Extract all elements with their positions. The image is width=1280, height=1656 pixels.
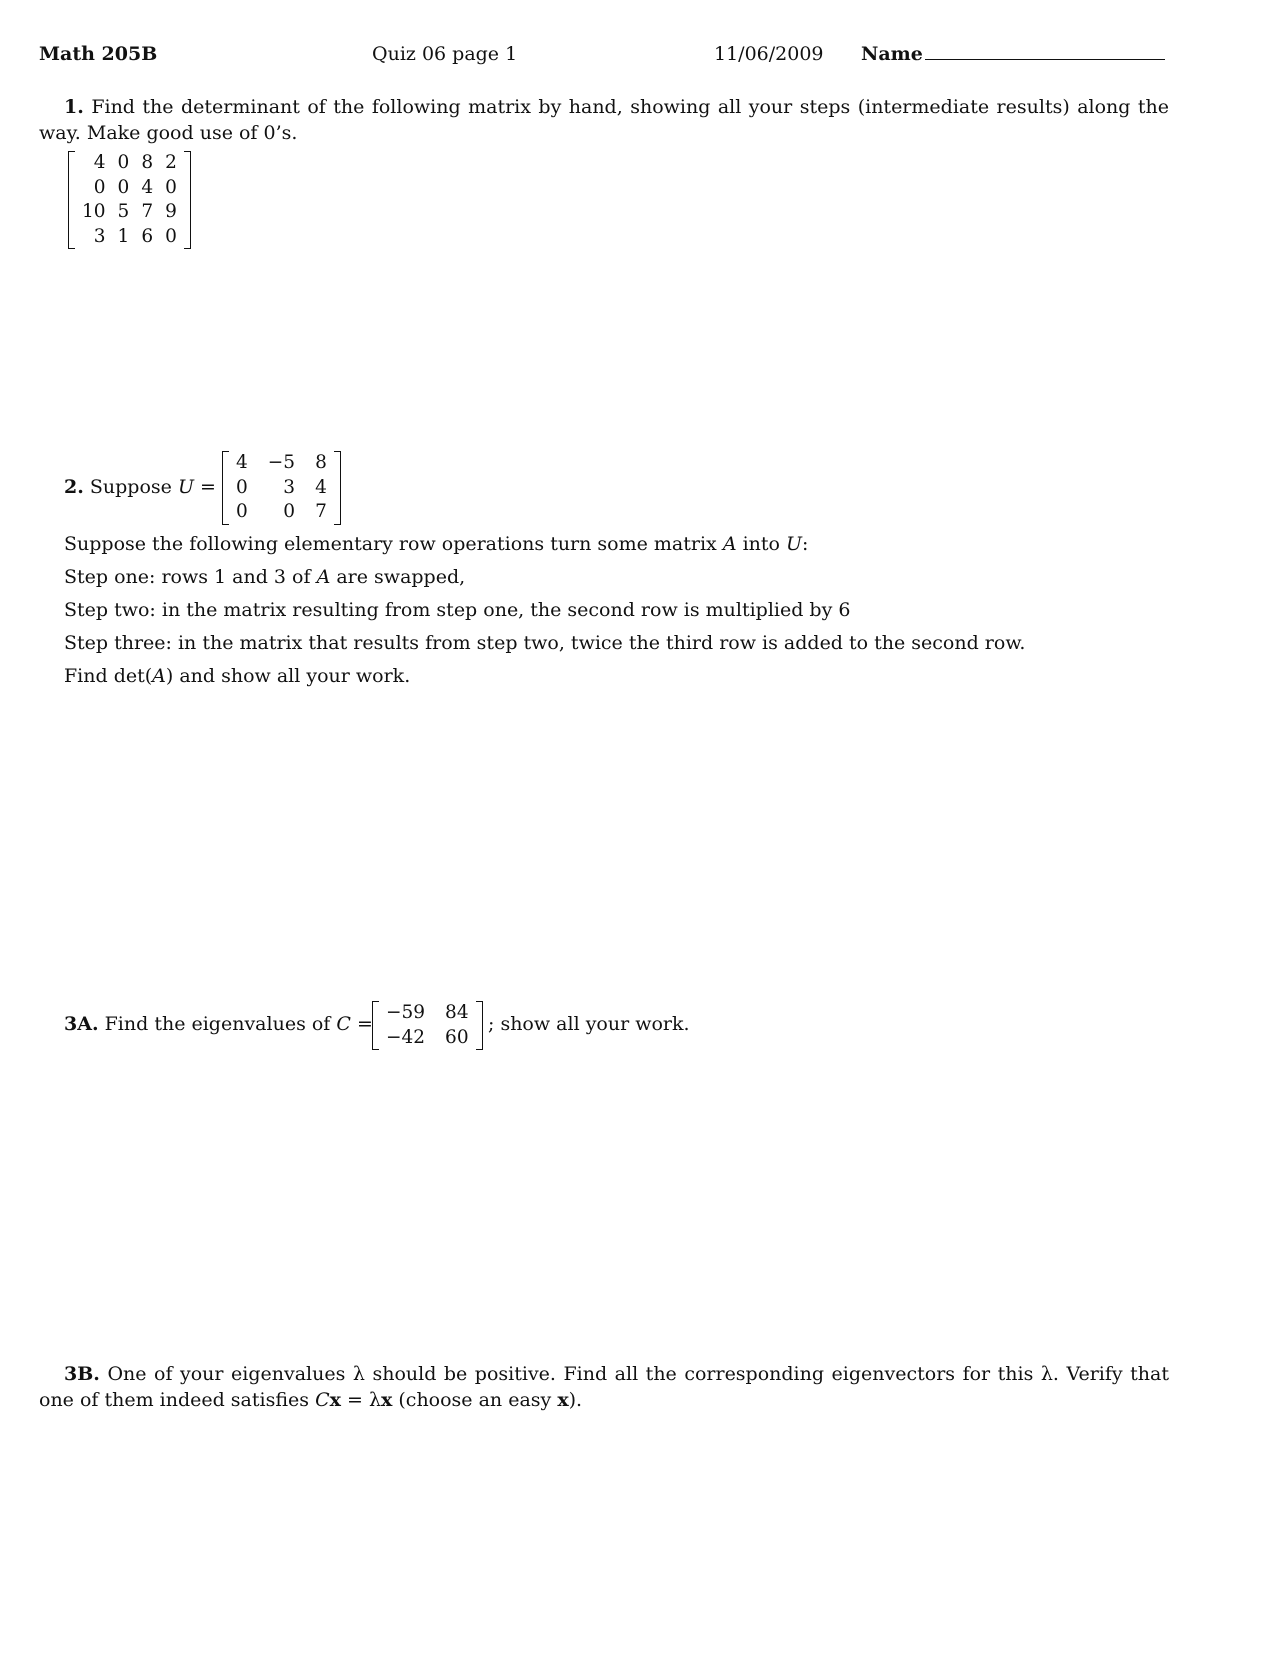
variable-u: U xyxy=(786,533,803,555)
matrix-cell: 5 xyxy=(117,201,130,222)
matrix-row xyxy=(76,200,183,225)
question-2-line-1 xyxy=(64,533,808,555)
question-3a-tail: ; show all your work. xyxy=(488,1013,690,1035)
matrix-cell: 3 xyxy=(93,225,106,247)
variable-u: U xyxy=(177,476,194,498)
question-1-prompt: Find the determinant of the following matrix by hand, showing all your steps (intermediate results) along the way. Make good use of 0’s. xyxy=(39,96,1170,144)
question-3b-prompt: One of your eigenvalues λ should be positive. Find all the corresponding eigenvectors for this λ. Verify that one of them indeed satisfies xyxy=(39,1363,1169,1411)
matrix-cell: 0 xyxy=(117,176,130,198)
matrix-cell: 8 xyxy=(315,452,327,473)
q2-line1-text-a: Suppose the following elementary row operations turn some matrix xyxy=(64,533,717,555)
matrix-right-bracket xyxy=(334,451,341,525)
matrix-cell: 0 xyxy=(165,225,177,247)
matrix-row xyxy=(380,1026,475,1051)
matrix-cell: −59 xyxy=(386,1002,426,1023)
matrix-cell: 4 xyxy=(141,176,154,198)
matrix-row xyxy=(76,151,183,176)
question-3a-lead: Find the eigenvalues of xyxy=(104,1013,331,1035)
matrix-cell: 1 xyxy=(117,225,130,247)
equals-sign: = xyxy=(200,476,216,498)
matrix-cell: 3 xyxy=(283,476,296,498)
q2-line1-colon: : xyxy=(802,533,809,555)
matrix-cell: 8 xyxy=(141,152,154,173)
question-2-lead: Suppose xyxy=(89,476,172,498)
question-1-matrix xyxy=(68,151,191,249)
quiz-date: 11/06/2009 xyxy=(714,43,824,65)
equals-sign: = xyxy=(356,1013,373,1035)
matrix-cell: 0 xyxy=(236,501,248,522)
matrix-cell: 0 xyxy=(283,501,296,522)
matrix-cell: −42 xyxy=(386,1026,426,1048)
question-2-number: 2. xyxy=(64,476,84,498)
matrix-cell: 7 xyxy=(315,501,327,522)
variable-a: A xyxy=(152,665,166,687)
matrix-row xyxy=(230,476,333,501)
matrix-cell: 0 xyxy=(93,176,106,198)
question-3a-matrix-c xyxy=(372,1001,483,1050)
matrix-cell: −5 xyxy=(267,452,296,473)
name-blank-line[interactable] xyxy=(925,58,1165,60)
variable-c: C xyxy=(336,1013,351,1035)
matrix-row xyxy=(76,176,183,201)
matrix-cell: 0 xyxy=(165,176,177,198)
question-2-line-4: Step three: in the matrix that results from step two, twice the third row is added to the second row. xyxy=(64,632,1026,654)
question-1-number: 1. xyxy=(64,96,84,118)
matrix-left-bracket xyxy=(222,451,229,525)
matrix-row xyxy=(76,225,183,250)
question-3a-intro xyxy=(64,1013,373,1035)
question-2-intro xyxy=(64,476,216,498)
quiz-title: Quiz 06 page 1 xyxy=(372,43,518,65)
matrix-row xyxy=(230,451,333,476)
q2-line5-text-a: Find det( xyxy=(64,665,153,687)
q2-line5-text-b: ) and show all your work. xyxy=(165,665,411,687)
question-3b-close: ). xyxy=(568,1389,583,1411)
matrix-cell: 2 xyxy=(165,152,177,173)
question-3b-hint: (choose an easy xyxy=(398,1389,552,1411)
vector-x: x xyxy=(381,1389,393,1411)
question-2-line-3: Step two: in the matrix resulting from step one, the second row is multiplied by 6 xyxy=(64,599,851,621)
q2-line2-text-b: are swapped, xyxy=(336,566,466,588)
matrix-row xyxy=(230,500,333,525)
matrix-cell: 0 xyxy=(117,152,130,173)
matrix-right-bracket xyxy=(184,151,191,249)
q2-line2-text-a: Step one: rows 1 and 3 of xyxy=(64,566,311,588)
equals-lambda: = λ xyxy=(347,1389,382,1411)
variable-a: A xyxy=(722,533,737,555)
variable-a: A xyxy=(316,566,331,588)
matrix-cell: 4 xyxy=(93,152,106,173)
matrix-left-bracket xyxy=(372,1001,379,1050)
matrix-cell: 84 xyxy=(445,1002,469,1023)
matrix-cell: 4 xyxy=(236,452,248,473)
variable-c: C xyxy=(315,1389,330,1411)
vector-x: x xyxy=(329,1389,341,1411)
matrix-cell: 0 xyxy=(236,476,248,498)
matrix-cell: 4 xyxy=(315,476,327,498)
matrix-cell: 60 xyxy=(445,1026,469,1048)
question-1-text xyxy=(39,94,1169,146)
q2-line1-text-b: into xyxy=(742,533,780,555)
name-field[interactable] xyxy=(861,43,1165,65)
question-2-matrix-u xyxy=(222,451,341,525)
vector-x: x xyxy=(557,1389,569,1411)
matrix-cell: 7 xyxy=(141,201,154,222)
matrix-cell: 6 xyxy=(141,225,154,247)
name-label: Name xyxy=(861,43,923,65)
question-3a-number: 3A. xyxy=(64,1013,99,1035)
question-2-line-2 xyxy=(64,566,465,588)
question-3b-text xyxy=(39,1361,1169,1413)
matrix-left-bracket xyxy=(68,151,75,249)
matrix-cell: 10 xyxy=(82,201,106,222)
matrix-row xyxy=(380,1001,475,1026)
matrix-cell: 9 xyxy=(165,201,177,222)
question-3b-number: 3B. xyxy=(64,1363,100,1385)
matrix-right-bracket xyxy=(476,1001,483,1050)
course-title: Math 205B xyxy=(39,43,158,65)
question-2-line-5 xyxy=(64,665,410,687)
